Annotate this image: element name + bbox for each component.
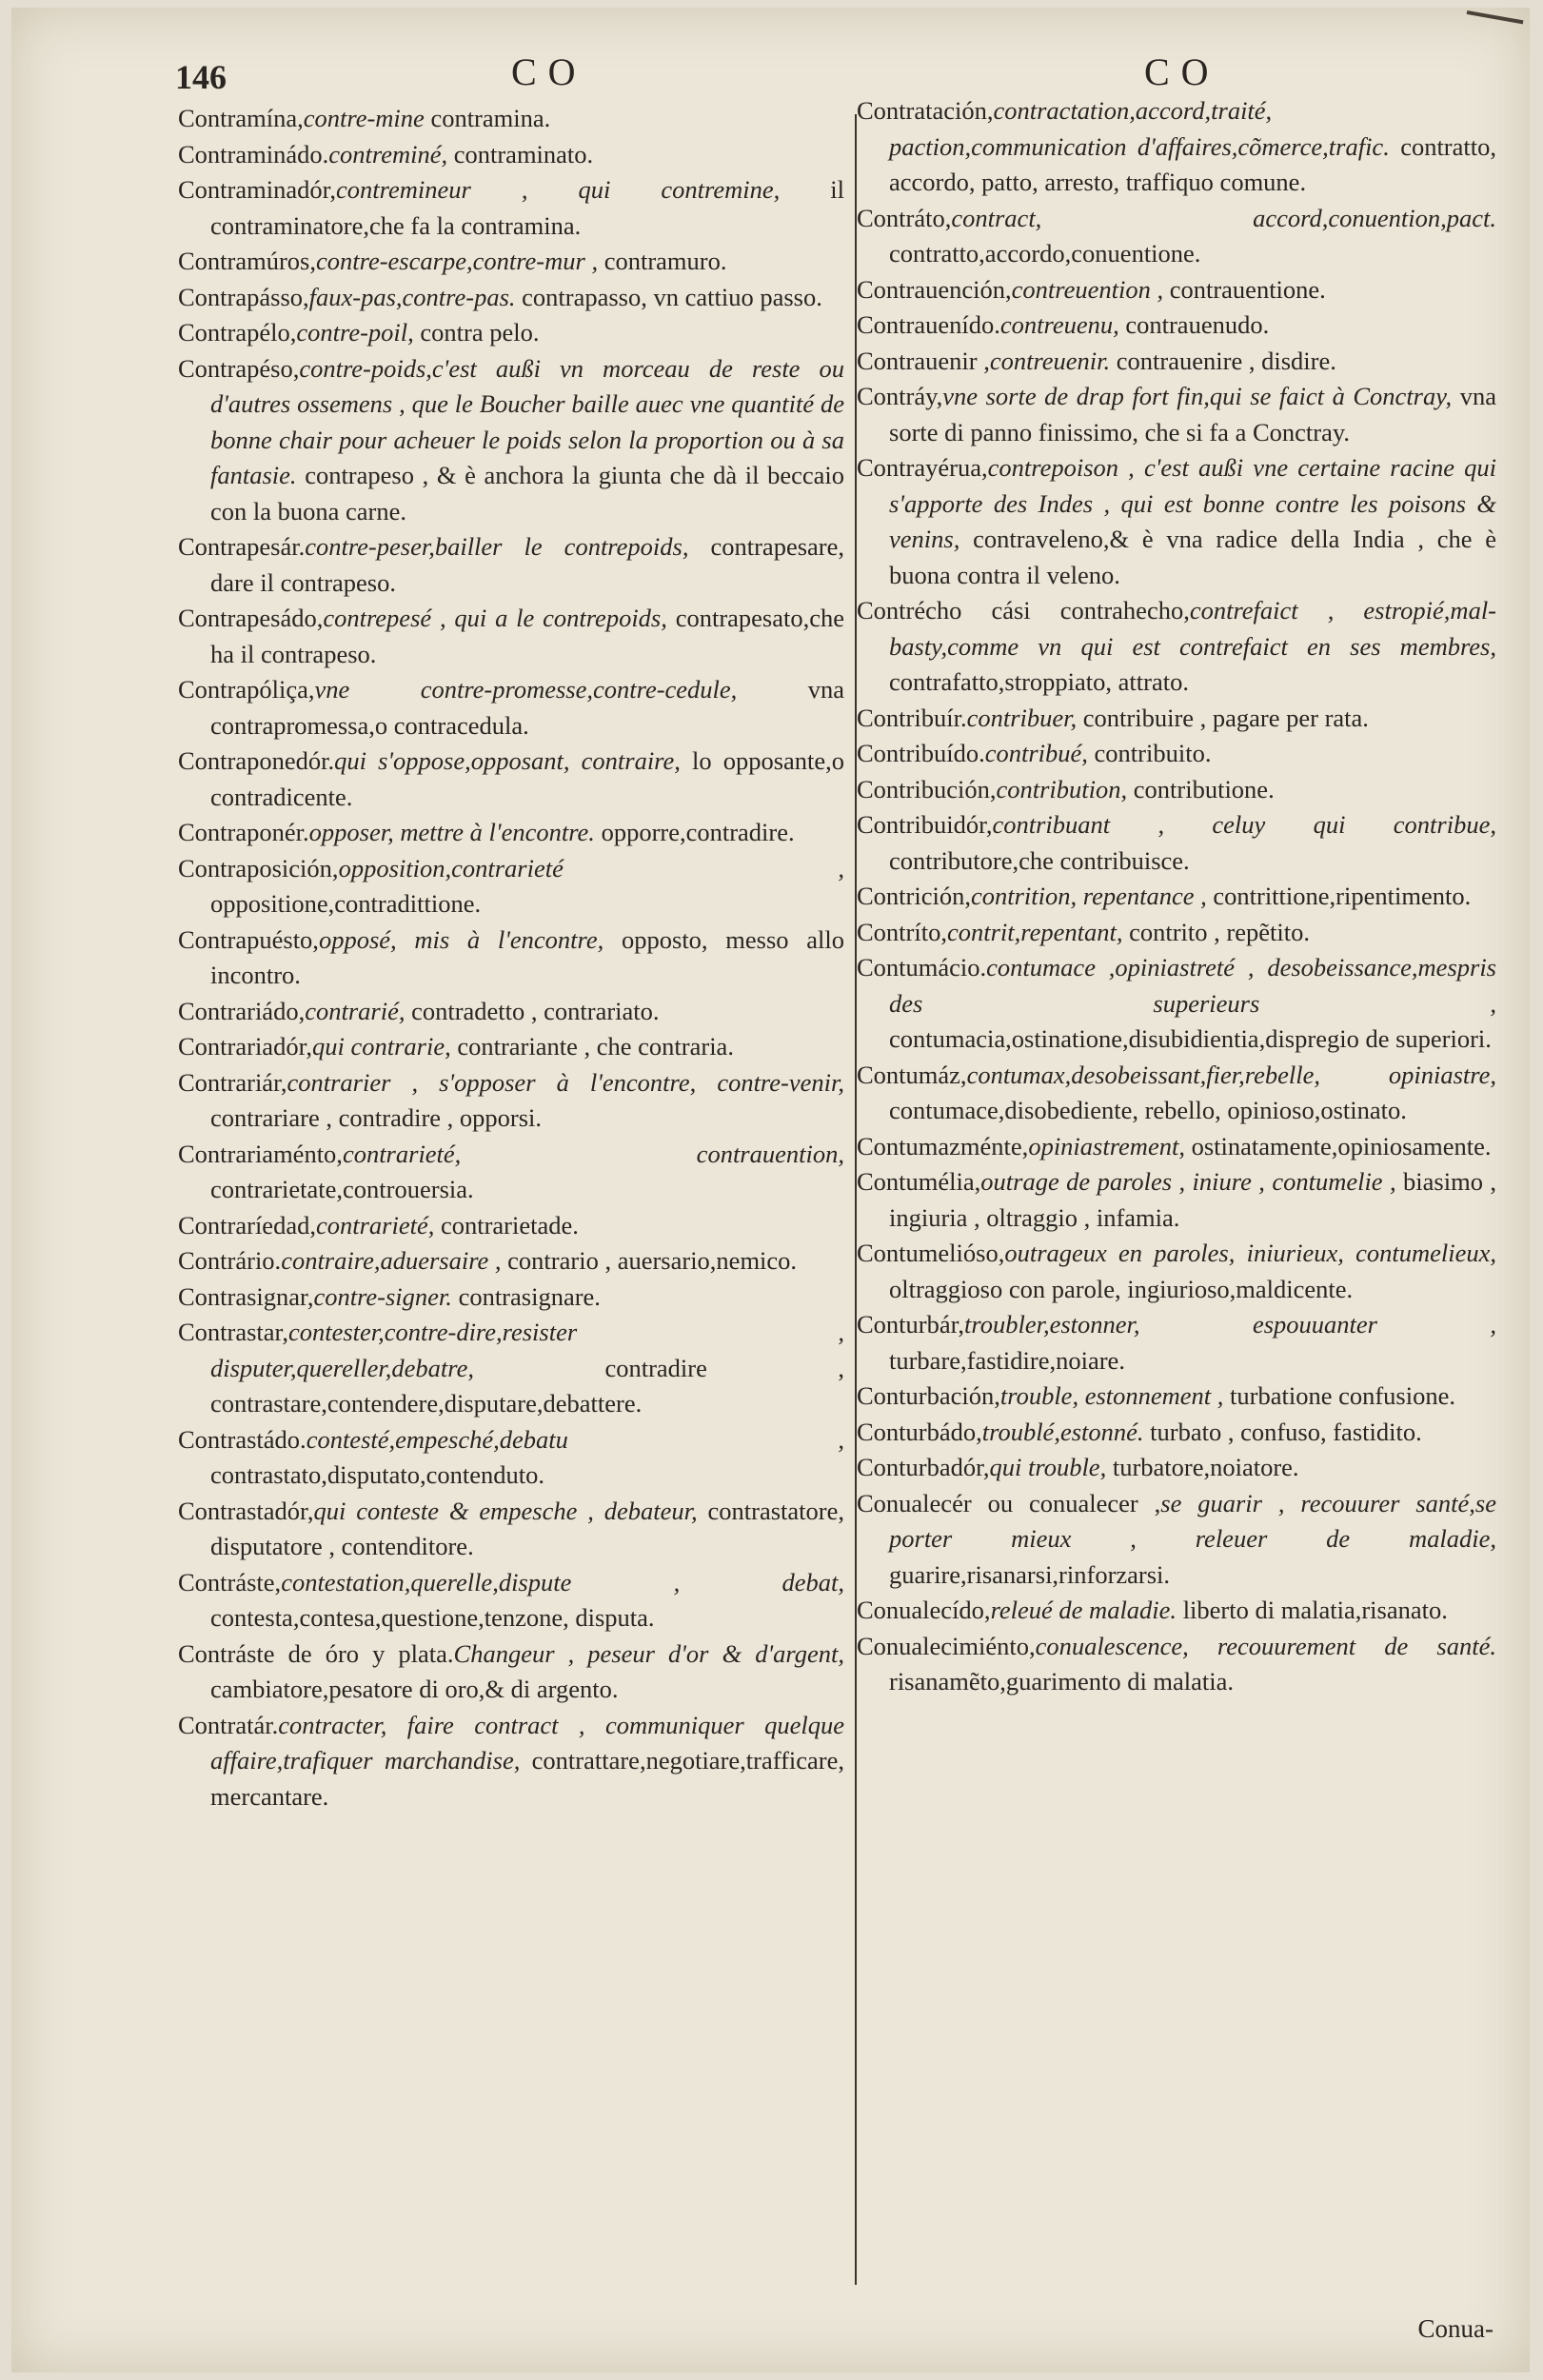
- entry-italian: contratto,accordo,conuentione.: [889, 239, 1201, 268]
- entry-headword: Contrapesádo,: [178, 604, 324, 632]
- entry-headword: Conturbár,: [857, 1310, 965, 1339]
- entry-french: releué de maladie.: [990, 1596, 1177, 1624]
- entry-headword: Contrasignar,: [178, 1281, 314, 1311]
- dictionary-entry: [857, 1486, 1496, 1594]
- entry-headword: Contrário.: [178, 1246, 282, 1275]
- entry-headword: Contrariár,: [178, 1067, 287, 1097]
- right-column: [857, 93, 1496, 1700]
- dictionary-entry: [857, 1415, 1496, 1451]
- entry-french: contrepesé , qui a le contrepoids,: [323, 604, 667, 632]
- entry-french: contrarieté, contrauention,: [342, 1139, 844, 1168]
- entry-italian: vna sorte di panno finissimo, che si fa a Conctray.: [889, 382, 1497, 446]
- dictionary-entry: [857, 879, 1496, 915]
- entry-french: contracter, faire contract , communiquer quelque affaire,trafiquer marchandise,: [210, 1710, 844, 1775]
- entry-headword: Contrauenir ,: [857, 346, 990, 375]
- entry-headword: Contráto,: [857, 203, 952, 232]
- entry-headword: Contraminadór,: [178, 175, 337, 204]
- entry-french: contribuer,: [966, 703, 1078, 732]
- entry-french: contre-signer.: [313, 1281, 452, 1311]
- entry-french: contract, accord,conuention,pact.: [951, 203, 1496, 232]
- entry-italian: contrariare , contradire , opporsi.: [210, 1103, 543, 1132]
- dictionary-entry: [178, 851, 844, 922]
- entry-french: Changeur , peseur d'or & d'argent,: [453, 1638, 844, 1668]
- entry-headword: Contraponér.: [178, 818, 309, 846]
- entry-headword: Contrapásso,: [178, 282, 309, 311]
- dictionary-entry: [178, 1494, 844, 1565]
- entry-french: outrage de paroles , iniure , contumelie ,: [980, 1167, 1396, 1196]
- entry-french: outrageux en paroles, iniurieux, contumelieux,: [1004, 1239, 1496, 1267]
- entry-italian: liberto di malatia,risanato.: [1182, 1596, 1448, 1624]
- entry-italian: contrapesato,che ha il contrapeso.: [210, 604, 845, 668]
- entry-italian: contrarietate,controuersia.: [210, 1175, 474, 1203]
- dictionary-entry: [857, 379, 1496, 450]
- entry-french: vne sorte de drap fort fin,qui se faict à Conctray,: [942, 382, 1453, 410]
- entry-italian: vna contrapromessa,o contracedula.: [210, 675, 845, 740]
- entry-french: vne contre-promesse,contre-cedule,: [314, 675, 738, 704]
- entry-french: contumace ,opiniastreté , desobeissance,mespris des superieurs ,: [889, 953, 1496, 1018]
- dictionary-entry: [857, 1629, 1496, 1700]
- entry-headword: Contratación,: [857, 96, 994, 125]
- entry-italian: contrapesare, dare il contrapeso.: [210, 532, 844, 597]
- dictionary-entry: [857, 1129, 1496, 1165]
- entry-italian: contradetto , contrariato.: [411, 996, 660, 1025]
- entry-italian: contrittione,ripentimento.: [1213, 882, 1472, 910]
- entry-italian: turbatione confusione.: [1230, 1381, 1455, 1410]
- entry-french: opposition,contrarieté ,: [338, 853, 844, 883]
- entry-headword: Contumelióso,: [857, 1239, 1005, 1267]
- entry-headword: Contrayérua,: [857, 453, 988, 482]
- entry-headword: Conualecér ou conualecer ,: [857, 1488, 1161, 1517]
- entry-italian: contrastatore, disputatore , contenditore.: [210, 1496, 844, 1560]
- dictionary-entry: [857, 950, 1496, 1058]
- entry-headword: Contrastádo.: [178, 1424, 307, 1454]
- entry-french: contrarié,: [305, 996, 406, 1025]
- dictionary-entry: [857, 1378, 1496, 1415]
- entry-headword: Contraríedad,: [178, 1210, 316, 1240]
- dictionary-entry: [857, 93, 1496, 201]
- dictionary-entry: [178, 1422, 844, 1494]
- entry-italian: contramuro.: [603, 247, 727, 275]
- page-corner-mark: [1464, 10, 1524, 41]
- entry-italian: lo opposante,o contradicente.: [210, 746, 845, 811]
- entry-italian: contraveleno,& è vna radice della India , che è buona contra il veleno.: [889, 525, 1496, 589]
- dictionary-entry: [857, 1593, 1496, 1629]
- dictionary-entry: [178, 1565, 844, 1636]
- entry-headword: Contraponedór.: [178, 746, 335, 775]
- dictionary-entry: [178, 672, 844, 744]
- entry-italian: contraminato.: [453, 139, 594, 169]
- dictionary-entry: [857, 307, 1496, 344]
- entry-french: opposé, mis à l'encontre,: [318, 924, 604, 954]
- entry-italian: turbare,fastidire,noiare.: [889, 1345, 1125, 1375]
- entry-italian: contradire , contrastare,contendere,disputare,debattere.: [210, 1353, 844, 1418]
- entry-headword: Contramína,: [178, 104, 304, 132]
- entry-headword: Contrastadór,: [178, 1496, 314, 1525]
- entry-italian: contra pelo.: [420, 318, 540, 347]
- entry-italian: contrauenudo.: [1125, 310, 1270, 339]
- entry-italian: contrariante , che contraria.: [457, 1032, 734, 1061]
- dictionary-entry: [178, 1279, 844, 1316]
- entry-italian: contumacia,ostinatione,disubidientia,dispregio de superiori.: [889, 1024, 1492, 1053]
- dictionary-entry: [178, 1315, 844, 1422]
- dictionary-entry: [857, 736, 1496, 772]
- entry-headword: Contumélia,: [857, 1167, 981, 1196]
- entry-italian: biasimo , ingiuria , oltraggio , infamia.: [889, 1167, 1497, 1232]
- entry-headword: Contraposición,: [178, 853, 339, 883]
- dictionary-entry: [178, 244, 844, 280]
- entry-french: contrefaict , estropié,mal-basty,comme vn qui est contrefaict en ses membres,: [889, 596, 1497, 661]
- dictionary-entry: [178, 315, 844, 351]
- entry-italian: contrauenire , disdire.: [1116, 346, 1336, 375]
- dictionary-entry: [857, 593, 1496, 701]
- entry-headword: Contrastar,: [178, 1318, 288, 1346]
- dictionary-entry: [857, 701, 1496, 737]
- entry-headword: Contrapesár.: [178, 532, 306, 561]
- entry-french: contesté,empesché,debatu ,: [306, 1424, 844, 1454]
- entry-french: contrepoison , c'est außi vne certaine racine qui s'apporte des Indes , qui est bonne contre les poisons & venins,: [889, 453, 1496, 553]
- dictionary-entry: [178, 137, 844, 173]
- entry-italian: contribuire , pagare per rata.: [1082, 703, 1369, 732]
- entry-french: contre-peser,bailler le contrepoids,: [305, 532, 689, 561]
- dictionary-entry: [857, 807, 1496, 879]
- dictionary-entry: [857, 1058, 1496, 1129]
- entry-headword: Contrición,: [857, 882, 971, 910]
- dictionary-entry: [178, 529, 844, 601]
- entry-italian: contrasignare.: [458, 1281, 601, 1311]
- entry-italian: ostinatamente,opiniosamente.: [1191, 1131, 1492, 1160]
- entry-italian: cambiatore,pesatore di oro,& di argento.: [210, 1675, 619, 1703]
- entry-french: contribution,: [996, 774, 1128, 803]
- entry-italian: oppositione,contradittione.: [210, 889, 482, 918]
- entry-italian: contrario , auersario,nemico.: [507, 1246, 798, 1275]
- entry-headword: Contrapuésto,: [178, 924, 319, 954]
- entry-italian: risanamẽto,guarimento di malatia.: [889, 1667, 1235, 1696]
- entry-headword: Contribución,: [857, 774, 997, 803]
- entry-french: qui conteste & empesche , debateur,: [313, 1496, 698, 1525]
- entry-headword: Conturbadór,: [857, 1453, 990, 1481]
- dictionary-entry: [178, 601, 844, 672]
- entry-french: contumax,desobeissant,fier,rebelle, opiniastre,: [966, 1060, 1496, 1089]
- entry-headword: Contráste,: [178, 1567, 282, 1597]
- entry-headword: Contraminádo.: [178, 139, 329, 169]
- entry-headword: Conualecído,: [857, 1596, 991, 1624]
- entry-french: contre-escarpe,contre-mur ,: [316, 247, 599, 275]
- entry-headword: Contráste de óro y plata.: [178, 1638, 454, 1668]
- page-number: 146: [175, 58, 227, 96]
- entry-italian: contumace,disobediente, rebello, opinioso,ostinato.: [889, 1096, 1407, 1124]
- dictionary-page: [11, 8, 1530, 2372]
- entry-french: qui trouble,: [989, 1453, 1107, 1481]
- entry-italian: opposto, messo allo incontro.: [210, 924, 844, 989]
- entry-headword: Contrariadór,: [178, 1032, 312, 1061]
- entry-french: contre-poil,: [296, 318, 414, 347]
- dictionary-entry: [857, 1450, 1496, 1486]
- entry-italian: oltraggioso con parole, ingiurioso,maldicente.: [889, 1274, 1354, 1303]
- entry-french: contre-mine: [303, 104, 425, 132]
- catchword: Conua-: [1417, 2314, 1494, 2343]
- entry-italian: contesta,contesa,questione,tenzone, disputa.: [210, 1603, 655, 1632]
- entry-italian: il contraminatore,che fa la contramina.: [210, 175, 844, 240]
- entry-headword: Conturbádo,: [857, 1417, 982, 1446]
- left-running-head: CO: [511, 50, 587, 93]
- entry-italian: contribuito.: [1094, 739, 1212, 767]
- entry-italian: contrattare,negotiare,trafficare, mercantare.: [210, 1746, 844, 1811]
- dictionary-entry: [178, 1029, 844, 1065]
- entry-french: contraire,aduersaire ,: [281, 1246, 502, 1275]
- entry-italian: contrauentione.: [1169, 274, 1326, 304]
- dictionary-entry: [178, 1137, 844, 1208]
- entry-french: qui contrarie,: [311, 1032, 451, 1061]
- right-running-head: CO: [1144, 50, 1220, 93]
- dictionary-entry: [857, 1164, 1496, 1236]
- entry-french: trouble, estonnement ,: [999, 1381, 1224, 1410]
- entry-headword: Contrariádo,: [178, 996, 306, 1025]
- entry-headword: Contumazménte,: [857, 1131, 1029, 1160]
- entry-headword: Contrapéso,: [178, 353, 300, 383]
- dictionary-entry: [857, 772, 1496, 808]
- dictionary-entry: [178, 1065, 844, 1137]
- entry-french: qui s'oppose,opposant, contraire,: [334, 746, 681, 775]
- dictionary-entry: [178, 101, 844, 137]
- entry-headword: Contratár.: [178, 1710, 279, 1739]
- entry-french: se guarir , recouurer santé,se porter mieux , releuer de maladie,: [889, 1488, 1496, 1553]
- entry-headword: Contráy,: [857, 382, 943, 410]
- entry-french: contremineur , qui contremine,: [336, 175, 781, 204]
- entry-italian: turbato , confuso, fastidito.: [1150, 1417, 1422, 1446]
- left-column: [178, 101, 844, 1815]
- entry-italian: opporre,contradire.: [601, 818, 795, 846]
- dictionary-entry: [178, 1636, 844, 1708]
- entry-french: contreuenir.: [989, 346, 1111, 375]
- dictionary-entry: [857, 1236, 1496, 1307]
- dictionary-entry: [178, 1208, 844, 1244]
- dictionary-entry: [178, 351, 844, 530]
- entry-french: opiniastrement,: [1028, 1131, 1185, 1160]
- entry-italian: turbatore,noiatore.: [1112, 1453, 1299, 1481]
- dictionary-entry: [857, 272, 1496, 308]
- entry-italian: contramina.: [430, 104, 551, 132]
- entry-italian: contributore,che contribuisce.: [889, 845, 1190, 875]
- entry-headword: Contrécho cási contrahecho,: [857, 596, 1190, 625]
- entry-french: troubler,estonner, espouuanter ,: [964, 1310, 1496, 1339]
- entry-headword: Contrauenído.: [857, 310, 1000, 339]
- entry-italian: contrapeso , & è anchora la giunta che dà il beccaio con la buona carne.: [210, 461, 844, 526]
- dictionary-entry: [857, 344, 1496, 380]
- entry-french: troublé,estonné.: [981, 1417, 1144, 1446]
- entry-headword: Contribuidór,: [857, 810, 993, 839]
- dictionary-entry: [178, 922, 844, 994]
- entry-french: opposer, mettre à l'encontre.: [308, 818, 595, 846]
- entry-french: contribuant , celuy qui contribue,: [992, 810, 1496, 839]
- entry-italian: contrarietade.: [440, 1210, 579, 1240]
- entry-italian: contrafatto,stroppiato, attrato.: [889, 667, 1189, 696]
- entry-headword: Contrapélo,: [178, 318, 297, 347]
- entry-italian: guarire,risanarsi,rinforzarsi.: [889, 1559, 1171, 1589]
- entry-french: contrarieté,: [315, 1210, 435, 1240]
- dictionary-entry: [857, 915, 1496, 951]
- entry-italian: contrito , repẽtito.: [1129, 917, 1310, 946]
- entry-headword: Conturbación,: [857, 1381, 1000, 1410]
- dictionary-entry: [178, 744, 844, 815]
- entry-italian: contributione.: [1133, 774, 1275, 803]
- entry-french: contreuention ,: [1011, 274, 1164, 304]
- entry-french: contestation,querelle,dispute , debat,: [281, 1567, 844, 1597]
- entry-headword: Contríto,: [857, 917, 947, 946]
- entry-french: faux-pas,contre-pas.: [308, 282, 516, 311]
- entry-french: contreuenu,: [999, 310, 1119, 339]
- entry-italian: contratto, accordo, patto, arresto, traffiquo comune.: [889, 131, 1496, 196]
- entry-italian: contrastato,disputato,contenduto.: [210, 1460, 545, 1489]
- entry-headword: Conualecimiénto,: [857, 1631, 1036, 1660]
- dictionary-entry: [178, 815, 844, 851]
- entry-french: contre-poids,c'est außi vn morceau de reste ou d'autres ossemens , que le Boucher baille auec vne quantité de bonne chair pour acheuer le poids selon la proportion ou à sa fantasie.: [210, 353, 844, 489]
- dictionary-entry: [857, 1307, 1496, 1378]
- entry-french: contreminé,: [328, 139, 448, 169]
- entry-headword: Contrauención,: [857, 274, 1012, 304]
- dictionary-entry: [178, 172, 844, 244]
- entry-french: contrit,repentant,: [946, 917, 1123, 946]
- dictionary-entry: [178, 1708, 844, 1815]
- entry-french: contester,contre-dire,resister , disputer,quereller,debatre,: [210, 1318, 844, 1382]
- dictionary-entry: [178, 280, 844, 316]
- entry-headword: Contumáz,: [857, 1060, 967, 1089]
- entry-french: contrarier , s'opposer à l'encontre, contre-venir,: [287, 1067, 844, 1097]
- entry-headword: Contribuír.: [857, 703, 967, 732]
- entry-headword: Contribuído.: [857, 739, 985, 767]
- dictionary-entry: [857, 450, 1496, 593]
- entry-french: contrition, repentance ,: [970, 882, 1207, 910]
- entry-headword: Contramúros,: [178, 247, 316, 275]
- entry-headword: Contumácio.: [857, 953, 987, 982]
- dictionary-entry: [178, 994, 844, 1030]
- entry-headword: Contrapóliça,: [178, 675, 315, 704]
- dictionary-entry: [857, 201, 1496, 272]
- entry-french: conualescence, recouurement de santé.: [1035, 1631, 1496, 1660]
- dictionary-entry: [178, 1243, 844, 1279]
- entry-french: contractation,accord,traité, paction,communication d'affaires,cõmerce,trafic.: [889, 96, 1390, 161]
- entry-headword: Contrariaménto,: [178, 1139, 343, 1168]
- entry-italian: contrapasso, vn cattiuo passo.: [522, 282, 822, 311]
- entry-french: contribué,: [984, 739, 1088, 767]
